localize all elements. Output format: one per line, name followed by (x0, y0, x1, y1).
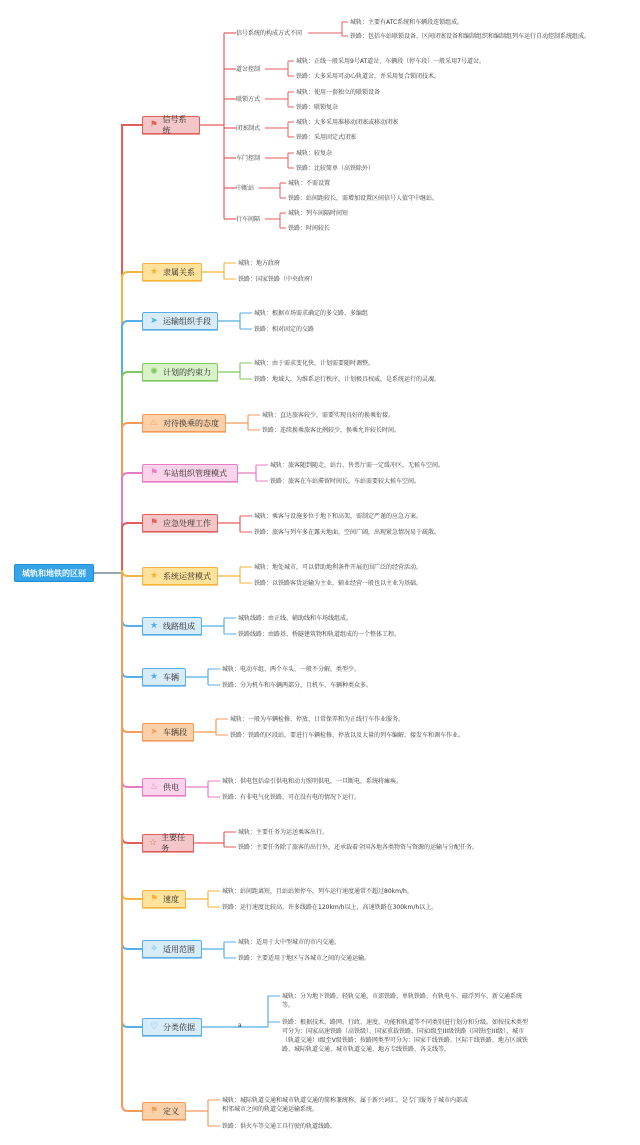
branch-label: 对待换乘的态度 (163, 418, 219, 428)
flag-icon: ⚑ (149, 517, 159, 528)
star-icon: ★ (149, 620, 159, 631)
leaf-text: 铁路：旅客与列车多在露天地面，空间广阔，出现紧急情况易于疏散。 (254, 529, 441, 536)
branch-label: 车辆段 (163, 727, 187, 737)
leaf-text: 城轨：较复杂 (296, 150, 333, 157)
leaf-text: 城轨：乘客与设施多位于地下和高架，需制定严谨的应急方案。 (254, 513, 423, 520)
branch-label: 适用范围 (163, 944, 195, 954)
branch-vehicle[interactable] (142, 668, 186, 686)
leaf-text: 城轨：根据市场需求确定的多交路、多编组 (254, 310, 369, 317)
leaf-text: 铁路：供火车等交通工具行驶的轨道线路。 (222, 1123, 337, 1130)
branch-label: 隶属关系 (163, 267, 195, 277)
sub-node[interactable]: 车门控制 (236, 155, 261, 162)
leaf-text: 铁路：站间距较长，需增加设置区间信号人值守中继站。 (288, 195, 439, 202)
branch-scope[interactable] (142, 940, 202, 958)
branch-task[interactable] (142, 834, 194, 852)
leaf-text: 城轨：地处城市，可以借助地利条件开展范围广泛的经营活动。 (254, 564, 423, 571)
leaf-text: 铁路：根据技术、路网、行政、速度、功能和轨道等不同类别进行划分和分级。如按技术类型可分为：国家高速铁路（高铁级）、国家重载铁路、国家I级至III级铁路（国铁I至III级），城市（轨道交通）I级至V级铁路；按路网类型可分为：国家干线铁路、区际干线铁路、地方区域铁路、城际轨道交通、城市轨道交通、地方专线铁路、各支线等。 (282, 1019, 529, 1053)
leaf-text: 铁路：国家铁路（中央政府） (238, 276, 317, 283)
leaf-text: 铁路：比较简单（高铁除外） (296, 165, 375, 172)
branch-label: 速度 (163, 894, 179, 904)
leaf-text: 铁路：时间较长 (288, 225, 331, 232)
leaf-text: 城轨：分为地下铁路、轻轨交通、市郊铁路、单轨铁路、有轨电车、磁浮列车、新交通系统等。 (282, 993, 523, 1009)
leaf-text: 铁路：联锁复杂 (296, 104, 339, 111)
leaf-text: 铁路：连续换乘旅客比例较少，换乘允许较长时间。 (262, 427, 401, 434)
flag-icon: ⚑ (149, 893, 159, 904)
leaf-text: 城轨：供电包括牵引供电和动力照明供电，一旦断电，系统将瘫痪。 (222, 778, 403, 785)
branch-plan[interactable] (142, 363, 218, 381)
branch-label: 定义 (163, 1106, 179, 1116)
branch-depot[interactable] (142, 723, 194, 741)
leaf-text: 城轨：一般为车辆检修、停放、日常保养和为正线行车作业服务。 (230, 716, 405, 723)
flag-icon: ⚑ (149, 1105, 159, 1116)
branch-def[interactable] (142, 1102, 186, 1120)
flag-icon: ⚑ (149, 467, 159, 478)
leaf-text: 城轨：正线一般采用9号AT道岔，车辆段（停车段）一般采用7号道岔。 (296, 58, 485, 65)
branch-connector (122, 573, 142, 1027)
sub-node[interactable]: 闭塞制式 (236, 125, 261, 132)
star-icon: ★ (149, 570, 159, 581)
leaf-text: 城轨：大多采用准移动闭塞或移动闭塞 (296, 119, 399, 126)
paper-plane-icon: ➤ (150, 315, 158, 326)
flag-icon: ⚑ (149, 119, 158, 130)
branch-label: 运输组织手段 (163, 316, 211, 326)
leaf-text: 城轨：城际轨道交通和城市轨道交通的简称兼统称，属于新兴词汇，是专门服务于城市内部或相邻城市之间的轨道交通运输系统。 (222, 1097, 469, 1113)
bulb-icon: ✺ (150, 366, 158, 377)
leaf-text: 城轨：旅客随到随走，站台、售票厅需一定缓冲区，无候车空间。 (270, 462, 445, 469)
leaf-text: 铁路：运行速度比较高，许多线路在120km/h以上，高速铁路在300km/h以上。 (222, 904, 438, 911)
leaf-text: 铁路：以铁路客货运输为主业，辅业经营一般也以主业为基础。 (254, 580, 423, 587)
star-icon: ★ (149, 266, 159, 277)
branch-connector (122, 570, 142, 576)
branch-connector (122, 573, 142, 732)
leaf-text: 城轨：使用一套独立的联锁设备 (296, 89, 381, 96)
branch-transport[interactable] (142, 312, 218, 330)
sub-node[interactable]: 中断站 (236, 185, 255, 192)
branch-note: a (238, 1022, 242, 1029)
branch-station[interactable] (142, 464, 238, 482)
paper-plane-icon: ➤ (150, 726, 158, 737)
branch-signal-system[interactable] (142, 116, 200, 134)
leaf-text: 铁路：旅客在车站滞留时间长，车站需要较大候车空间。 (270, 478, 421, 485)
branch-label: 分类依据 (163, 1022, 195, 1032)
branch-label: 信号系统 (162, 115, 187, 135)
star-outline-icon: ☆ (149, 837, 158, 848)
sub-node[interactable]: 联锁方式 (236, 96, 261, 103)
leaf-text: 铁路：分为机车和车辆两部分，且机车、车辆种类众多。 (222, 682, 373, 689)
branch-label: 供电 (163, 782, 179, 792)
branch-label: 线路组成 (163, 621, 195, 631)
branch-label: 计划的约束力 (163, 367, 211, 377)
leaf-text: 城轨：由于需求变化快，计划需要随时调整。 (254, 360, 375, 367)
sub-node[interactable]: 道岔控制 (236, 66, 261, 73)
leaf-text: 铁路：主要任务除了旅客的出行外，还承载着全国各地各类物资与资源的运输与分配任务。 (238, 844, 479, 851)
branch-transfer[interactable] (142, 414, 226, 432)
leaf-text: 城轨：主要任务为运送乘客出行。 (238, 829, 329, 836)
fire-icon: ♨ (149, 417, 159, 428)
leaf-text: 城轨：不需设置 (288, 180, 331, 187)
branch-power[interactable] (142, 778, 186, 796)
leaf-text: 铁路：采用固定式闭塞 (296, 134, 357, 141)
leaf-text: 铁路：地域大，为维系运行秩序，计划极具权威，是系统运行的灵魂。 (254, 376, 441, 383)
leaf-text: 铁路：大多采用可动心轨道岔，并采用复合锁闭技术。 (296, 73, 441, 80)
leaf-text: 城轨：站间距离短，且站站须停车，列车运行速度通常不超过80km/h。 (222, 888, 413, 895)
leaf-text: 城轨：电动车组、两个车头，一般不分解，类型少。 (222, 666, 361, 673)
sub-node[interactable]: 信号系统的构成方式不同 (236, 30, 303, 37)
heart-icon: ♡ (149, 1021, 159, 1032)
root-label: 城轨和地铁的区别 (22, 568, 86, 578)
branch-connector (122, 523, 142, 573)
branch-label: 系统运营模式 (163, 571, 211, 581)
branch-label: 车站组织管理模式 (163, 468, 227, 478)
branch-operation[interactable] (142, 567, 218, 585)
leaf-text: 铁路：有非电气化铁路，可在没有电的情况下运行。 (222, 794, 361, 801)
branch-connector (122, 573, 142, 787)
branch-connector (122, 423, 142, 573)
leaf-text: 城轨：列车间隔时间短 (288, 210, 349, 217)
branch-emergency[interactable] (142, 514, 218, 532)
branch-connector (122, 125, 142, 573)
root-node[interactable] (14, 564, 94, 582)
star-icon: ★ (149, 671, 159, 682)
sub-node[interactable]: 行车间隔 (236, 216, 261, 223)
branch-speed[interactable] (142, 890, 186, 908)
branch-connector (122, 321, 142, 573)
branch-connector (122, 573, 142, 626)
leaf-text: 城轨：主要有ATC系统和车辆段连锁组成。 (350, 19, 464, 26)
branch-connector (122, 573, 142, 899)
leaf-text: 铁路：相对固定的交路 (254, 326, 315, 333)
branch-connector (122, 573, 142, 949)
leaf-text: 城轨：适用于大中型城市的市内交通。 (238, 939, 341, 946)
branch-connector (122, 573, 142, 843)
branch-line[interactable] (142, 617, 202, 635)
fire-icon: ♨ (149, 781, 159, 792)
leaf-text: 铁路：主要适用于地区与各城市之间的交通运输。 (238, 955, 371, 962)
leaf-text: 铁路：铁路的区段站，要进行车辆检修、停放以及大量的列车编解、接发车和调车作业。 (230, 732, 465, 739)
leaf-text: 城轨：直达旅客较少，需要实现良好的换乘衔接。 (262, 412, 395, 419)
leaf-text: 城轨线路：由正线、辅助线和车场线组成。 (238, 615, 353, 622)
branch-affil[interactable] (142, 263, 202, 281)
branch-label: 应急处理工作 (163, 518, 211, 528)
leaf-text: 铁路：包括车站联锁设备、区间闭塞设备和编制组织和编制组列车运行自动控制系统组成。 (350, 33, 591, 40)
branch-label: 车辆 (163, 672, 179, 682)
leaf-text: 城轨：地方政府 (238, 260, 281, 267)
branch-label: 主要任务 (161, 833, 186, 853)
branch-classify[interactable] (142, 1018, 202, 1036)
leaf-text: 铁路线路：由路基、桥隧建筑物和轨道组成的一个整体工程。 (238, 631, 401, 638)
magic-wand-icon: ✧ (150, 943, 158, 954)
